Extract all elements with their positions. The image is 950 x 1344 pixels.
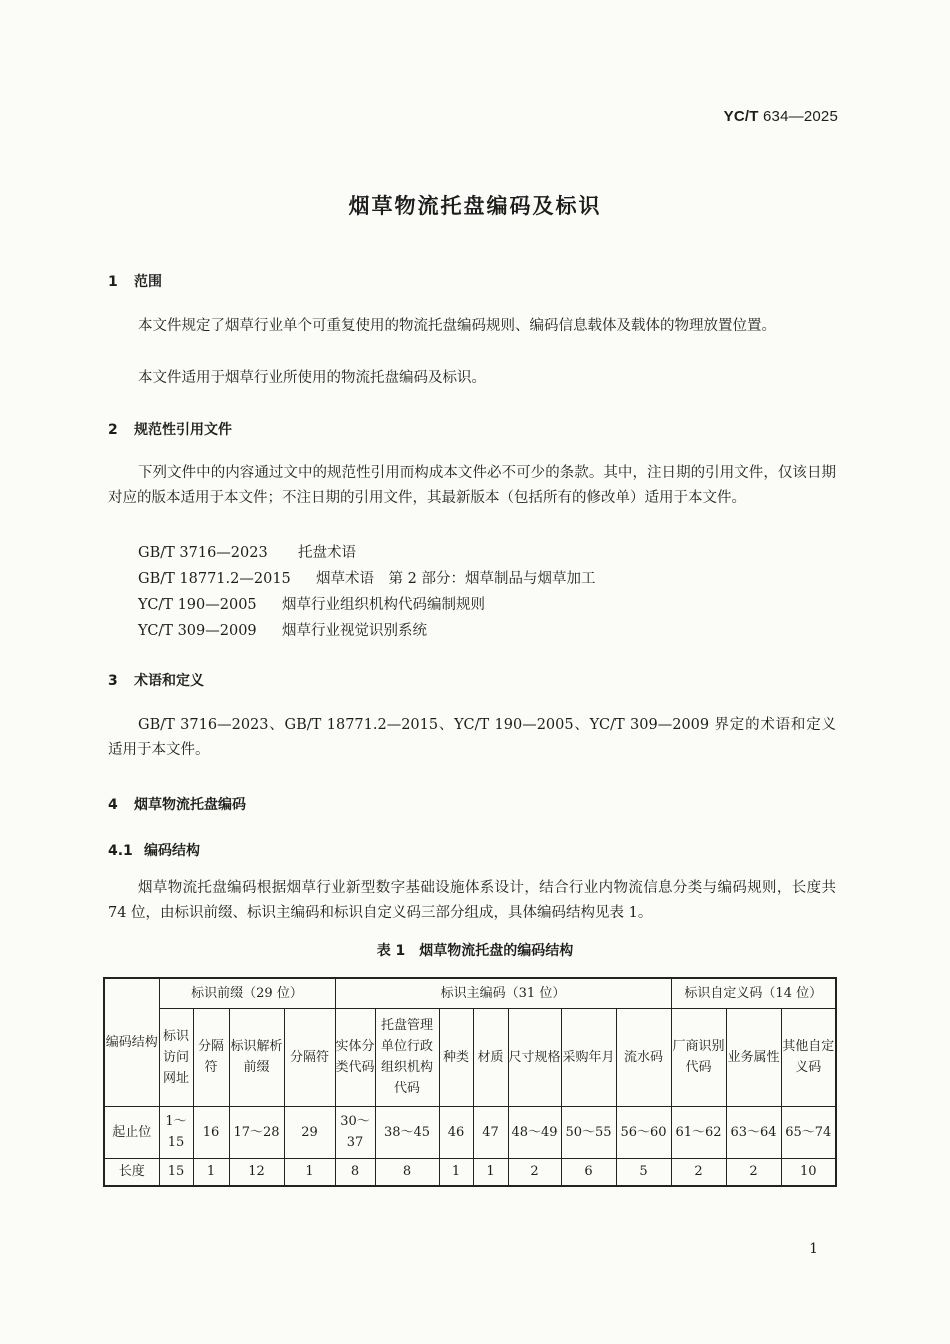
table-cell: 61～62 xyxy=(671,1106,726,1158)
section-3-paragraph-1: GB/T 3716—2023、GB/T 18771.2—2015、YC/T 190—2005、YC/T 309—2009 界定的术语和定义适用于本文件。 xyxy=(108,717,836,758)
table-column-header: 材质 xyxy=(473,1008,508,1106)
section-2-paragraph-1: 下列文件中的内容通过文中的规范性引用而构成本文件必不可少的条款。其中，注日期的引用文件，仅该日期对应的版本适用于本文件；不注日期的引用文件，其最新版本（包括所有的修改单）适用于本文件。 xyxy=(108,465,836,506)
table-group-cell: 标识前缀（29 位） xyxy=(159,978,335,1008)
table-cell: 47 xyxy=(473,1106,508,1158)
table-cell: 63～64 xyxy=(726,1106,781,1158)
section-4-1-paragraph-1: 烟草物流托盘编码根据烟草行业新型数字基础设施体系设计，结合行业内物流信息分类与编码规则，长度共 74 位，由标识前缀、标识主编码和标识自定义码三部分组成，具体编码结构见表 1。 xyxy=(108,880,836,921)
table-cell: 12 xyxy=(229,1158,284,1186)
table-cell: 8 xyxy=(375,1158,439,1186)
section-2-heading: 2 规范性引用文件 xyxy=(108,422,232,438)
table-column-header: 标识解析前缀 xyxy=(229,1008,284,1106)
table-cell: 10 xyxy=(781,1158,836,1186)
table-row-header: 编码结构 xyxy=(104,978,159,1106)
table-start-row xyxy=(104,1106,836,1158)
normative-reference: YC/T 190—2005 烟草行业组织机构代码编制规则 xyxy=(138,597,485,613)
table-column-header: 分隔符 xyxy=(193,1008,229,1106)
table-cell: 16 xyxy=(193,1106,229,1158)
table-cell: 46 xyxy=(439,1106,473,1158)
table-cell: 1 xyxy=(473,1158,508,1186)
section-4-heading: 4 烟草物流托盘编码 xyxy=(108,797,246,813)
table-cell: 29 xyxy=(284,1106,335,1158)
table-column-header: 厂商识别代码 xyxy=(671,1008,726,1106)
table-cell: 56～60 xyxy=(616,1106,671,1158)
table-column-header: 种类 xyxy=(439,1008,473,1106)
table-length-row xyxy=(104,1158,836,1186)
table-column-header: 实体分类代码 xyxy=(335,1008,375,1106)
section-1-paragraph-2: 本文件适用于烟草行业所使用的物流托盘编码及标识。 xyxy=(138,370,486,386)
table-cell: 8 xyxy=(335,1158,375,1186)
table-row-label: 长度 xyxy=(104,1158,159,1186)
document-title: 烟草物流托盘编码及标识 xyxy=(348,194,602,218)
table-cell: 1 xyxy=(284,1158,335,1186)
table-group-row xyxy=(104,978,836,1008)
table-cell: 65～74 xyxy=(781,1106,836,1158)
table-row-label: 起止位 xyxy=(104,1106,159,1158)
table-cell: 15 xyxy=(159,1158,193,1186)
table-cell: 1 xyxy=(439,1158,473,1186)
table-column-header: 标识访问网址 xyxy=(159,1008,193,1106)
normative-reference: YC/T 309—2009 烟草行业视觉识别系统 xyxy=(138,623,427,639)
table-cell: 2 xyxy=(508,1158,561,1186)
table-cell: 50～55 xyxy=(561,1106,616,1158)
table-group-cell: 标识主编码（31 位） xyxy=(335,978,671,1008)
table-cell: 5 xyxy=(616,1158,671,1186)
table-column-header: 分隔符 xyxy=(284,1008,335,1106)
table-column-header: 其他自定义码 xyxy=(781,1008,836,1106)
table-column-header: 托盘管理单位行政组织机构代码 xyxy=(375,1008,439,1106)
table-column-header: 流水码 xyxy=(616,1008,671,1106)
table-cell: 6 xyxy=(561,1158,616,1186)
table-cell: 2 xyxy=(726,1158,781,1186)
table-cell: 17～28 xyxy=(229,1106,284,1158)
section-1-paragraph-1: 本文件规定了烟草行业单个可重复使用的物流托盘编码规则、编码信息载体及载体的物理放置位置。 xyxy=(138,318,776,334)
table-column-row xyxy=(104,1008,836,1106)
normative-reference: GB/T 18771.2—2015 烟草术语 第 2 部分：烟草制品与烟草加工 xyxy=(138,571,596,587)
encoding-structure-table xyxy=(103,977,837,1187)
table-cell: 1 xyxy=(193,1158,229,1186)
page-number: 1 xyxy=(809,1241,818,1257)
section-3-heading: 3 术语和定义 xyxy=(108,673,204,689)
table-caption: 表 1 烟草物流托盘的编码结构 xyxy=(376,943,574,959)
table-cell: 1～15 xyxy=(159,1106,193,1158)
table-cell: 48～49 xyxy=(508,1106,561,1158)
table-cell: 38～45 xyxy=(375,1106,439,1158)
table-column-header: 尺寸规格 xyxy=(508,1008,561,1106)
table-cell: 2 xyxy=(671,1158,726,1186)
table-column-header: 业务属性 xyxy=(726,1008,781,1106)
normative-reference: GB/T 3716—2023 托盘术语 xyxy=(138,545,356,561)
section-1-heading: 1 范围 xyxy=(108,274,162,290)
section-4-1-heading: 4.1 编码结构 xyxy=(108,843,200,859)
table-group-cell: 标识自定义码（14 位） xyxy=(671,978,836,1008)
standard-code: YC/T 634—2025 xyxy=(723,108,838,125)
table-column-header: 采购年月 xyxy=(561,1008,616,1106)
table-cell: 30～37 xyxy=(335,1106,375,1158)
